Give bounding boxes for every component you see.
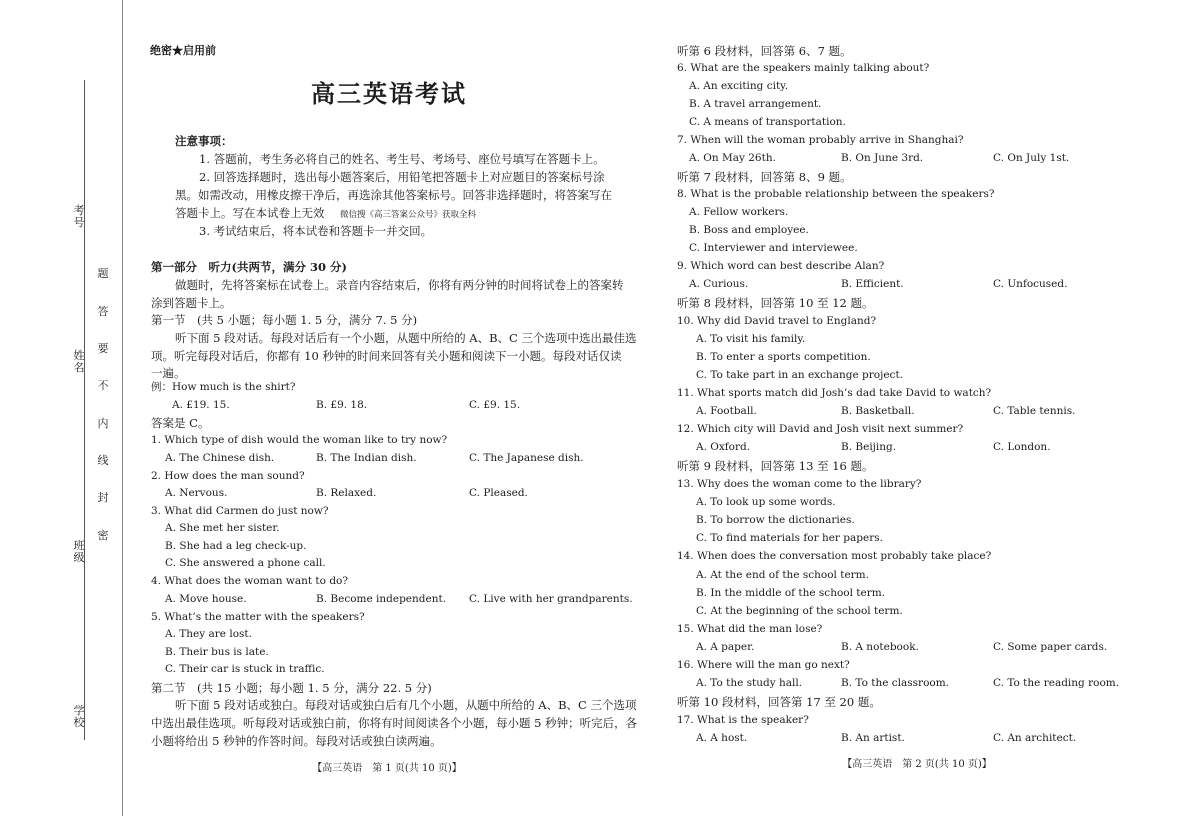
option: B. A travel arrangement. [689,98,822,110]
seal-char: 封 [97,491,109,504]
question: 1. Which type of dish would the woman like to try now? [151,434,448,446]
option: A. Move house. [165,593,247,605]
option: B. Their bus is late. [165,646,269,658]
option: A. At the end of the school term. [696,569,869,581]
seal-char: 答 [97,305,109,318]
class-label: 班级 [73,539,85,564]
option: B. An artist. [841,732,905,744]
note-line: 黑。如需改动，用橡皮擦干净后，再选涂其他答案标号。回答非选择题时，将答案写在 [175,188,612,202]
margin-line-seal [122,0,123,816]
question: 11. What sports match did Josh’s dad take David to watch? [677,387,992,399]
option: A. The Chinese dish. [165,452,275,464]
section1-intro: 项。听完每段对话后，你都有 10 秒钟的时间来回答有关小题和阅读下一小题。每段对话仅读 [151,349,622,363]
option: A. She met her sister. [165,522,280,534]
part1-intro: 涂到答题卡上。 [151,296,232,310]
question: 15. What did the man lose? [677,623,823,635]
page-title: 高三英语考试 [311,79,467,108]
exam-no-label: 考号 [73,204,85,229]
notes-title: 注意事项： [175,134,233,148]
option: A. To visit his family. [696,333,806,345]
option: C. At the beginning of the school term. [696,605,903,617]
example-question: 例：How much is the shirt? [151,381,296,393]
option: B. To the classroom. [841,677,950,689]
option: A. To the study hall. [696,677,803,689]
option: B. Basketball. [841,405,915,417]
option: C. Unfocused. [993,278,1068,290]
question: 5. What’s the matter with the speakers? [151,611,365,623]
material-heading: 听第 9 段材料，回答第 13 至 16 题。 [677,459,874,473]
section2-intro: 中选出最佳选项。听每段对话或独白前，你将有时间阅读各个小题，每小题 5 秒钟；听完后，各 [151,716,638,730]
margin-line-outer [84,80,85,740]
option: C. Pleased. [469,487,528,499]
seal-char: 线 [97,454,109,467]
question: 7. When will the woman probably arrive in Shanghai? [677,134,964,146]
option: A. A paper. [696,641,755,653]
option: B. To borrow the dictionaries. [696,514,855,526]
option: C. Interviewer and interviewee. [689,242,858,254]
option: A. They are lost. [165,628,252,640]
example-option: C. £9. 15. [469,399,521,411]
question: 2. How does the man sound? [151,470,305,482]
material-heading: 听第 7 段材料，回答第 8、9 题。 [677,170,852,184]
option: A. A host. [696,732,748,744]
question: 10. Why did David travel to England? [677,315,877,327]
option: B. Relaxed. [316,487,377,499]
question: 12. Which city will David and Josh visit next summer? [677,423,964,435]
option: A. Fellow workers. [689,206,789,218]
option: C. A means of transportation. [689,116,846,128]
name-label: 姓名 [73,349,85,374]
question: 9. Which word can best describe Alan? [677,260,885,272]
option: C. To the reading room. [993,677,1120,689]
option: A. Curious. [689,278,749,290]
option: B. She had a leg check-up. [165,540,307,552]
option: C. She answered a phone call. [165,557,326,569]
option: B. In the middle of the school term. [696,587,886,599]
option: A. Nervous. [165,487,228,499]
option: C. To take part in an exchange project. [696,369,903,381]
note-line: 1. 答题前，考生务必将自己的姓名、考生号、考场号、座位号填写在答题卡上。 [199,152,605,166]
question: 14. When does the conversation most probably take place? [677,550,992,562]
option: B. Efficient. [841,278,904,290]
seal-char: 内 [97,417,109,430]
option: A. An exciting city. [689,80,789,92]
material-heading: 听第 6 段材料，回答第 6、7 题。 [677,44,852,58]
option: B. To enter a sports competition. [696,351,871,363]
option: C. Live with her grandparents. [469,593,633,605]
option: C. On July 1st. [993,152,1070,164]
option: B. Become independent. [316,593,447,605]
option: C. The Japanese dish. [469,452,584,464]
school-label: 学校 [73,704,85,729]
question: 6. What are the speakers mainly talking about? [677,62,930,74]
example-option: B. £9. 18. [316,399,368,411]
material-heading: 听第 8 段材料，回答第 10 至 12 题。 [677,296,874,310]
section1-title: 第一节 (共 5 小题；每小题 1. 5 分，满分 7. 5 分) [151,313,418,327]
option: B. On June 3rd. [841,152,924,164]
option: C. Some paper cards. [993,641,1108,653]
seal-char: 密 [97,529,109,542]
note-line: 3. 考试结束后，将本试卷和答题卡一并交回。 [199,224,433,238]
option: B. A notebook. [841,641,919,653]
section2-intro: 小题将给出 5 秒钟的作答时间。每段对话或独白读两遍。 [151,734,442,748]
section1-intro: 听下面 5 段对话。每段对话后有一个小题，从题中所给的 A、B、C 三个选项中选出最佳选 [175,331,637,345]
option: A. Oxford. [696,441,751,453]
watermark-note: 微信搜《高三答案公众号》获取全科 [340,210,477,220]
option: A. On May 26th. [689,152,776,164]
option: C. An architect. [993,732,1077,744]
option: C. Their car is stuck in traffic. [165,663,325,675]
part1-title: 第一部分 听力(共两节，满分 30 分) [151,260,347,274]
option: A. To look up some words. [696,496,836,508]
seal-char: 题 [97,267,109,280]
question: 3. What did Carmen do just now? [151,505,329,517]
seal-char: 要 [97,342,109,355]
question: 16. Where will the man go next? [677,659,850,671]
page-footer: 【高三英语 第 2 页(共 10 页)】 [842,759,992,770]
option: B. Beijing. [841,441,897,453]
example-answer: 答案是 C。 [151,416,210,430]
material-heading: 听第 10 段材料，回答第 17 至 20 题。 [677,695,881,709]
section2-intro: 听下面 5 段对话或独白。每段对话或独白后有几个小题，从题中所给的 A、B、C 三个选项 [175,698,637,712]
part1-intro: 做题时，先将答案标在试卷上。录音内容结束后，你将有两分钟的时间将试卷上的答案转 [175,278,624,292]
question: 8. What is the probable relationship between the speakers? [677,188,995,200]
option: C. London. [993,441,1051,453]
option: B. The Indian dish. [316,452,417,464]
question: 17. What is the speaker? [677,714,809,726]
section2-title: 第二节 (共 15 小题；每小题 1. 5 分，满分 22. 5 分) [151,681,432,695]
seal-char: 不 [97,379,109,392]
option: A. Football. [696,405,757,417]
note-line: 2. 回答选择题时，选出每小题答案后，用铅笔把答题卡上对应题目的答案标号涂 [199,170,605,184]
secret-mark: 绝密★启用前 [150,44,216,57]
option: C. To find materials for her papers. [696,532,883,544]
option: B. Boss and employee. [689,224,809,236]
question: 4. What does the woman want to do? [151,575,348,587]
option: C. Table tennis. [993,405,1076,417]
note-line: 答题卡上。写在本试卷上无效 [175,206,325,220]
example-option: A. £19. 15. [172,399,230,411]
page-footer: 【高三英语 第 1 页(共 10 页)】 [312,763,462,774]
question: 13. Why does the woman come to the library? [677,478,922,490]
section1-intro: 一遍。 [151,366,186,380]
